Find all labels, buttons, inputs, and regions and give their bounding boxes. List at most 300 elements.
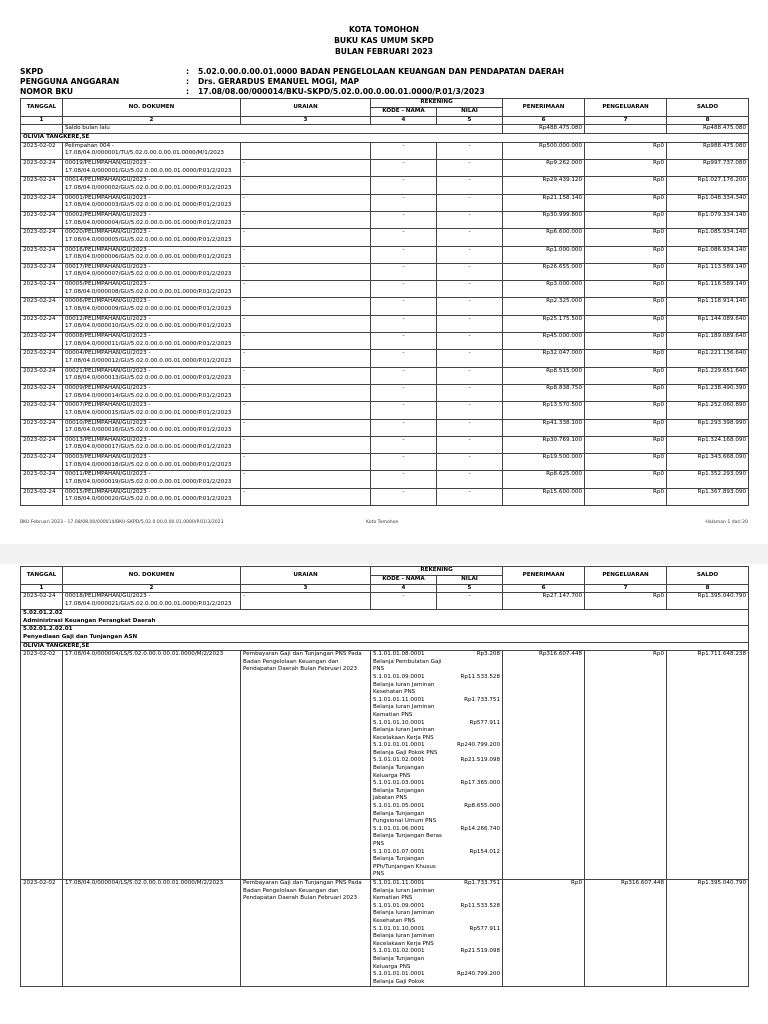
cell-penerimaan: Rp8.515.000 [503,367,585,384]
cell-saldo: Rp1.293.398.990 [667,419,749,436]
col-kode-nama: KODE - NAMA [371,107,437,116]
rekening-nama: Belanja Iuran Jaminan Kecelakaan Kerja PNS [373,933,435,947]
cell-kode: - [371,281,437,298]
cell-saldo: Rp997.737.080 [667,160,749,177]
cell-uraian: - [241,315,371,332]
col-penerimaan: PENERIMAAN [503,567,585,585]
rekening-nilai: Rp11.533.528 [460,673,501,680]
rekening-item [371,948,502,971]
table-row [21,488,749,505]
section-row [21,610,749,626]
cell-tanggal: 2023-02-24 [21,454,63,471]
rekening-kode: 5.1.01.01.09.0001 [373,902,425,909]
cell-kode: - [371,160,437,177]
col-kode-nama: KODE - NAMA [371,575,437,584]
meta-value: Drs. GERARDUS EMANUEL MOGI, MAP [198,77,360,86]
col-uraian: URAIAN [241,567,371,585]
table-row [21,471,749,488]
table-row [21,160,749,177]
col-nilai: NILAI [437,575,503,584]
cell-dokumen: 00015/PELIMPAHAN/GU/2023 - 17.08/04.0/000020/GU/5.02.0.00.0.00.01.0000/P.01/2/2023 [63,488,241,505]
col-dokumen: NO. DOKUMEN [63,567,241,585]
cell-saldo: Rp1.116.589.140 [667,281,749,298]
rekening-nama: Belanja Gaji Pokok [373,978,425,985]
cell-tanggal: 2023-02-24 [21,384,63,401]
cell-dokumen: 00020/PELIMPAHAN/GU/2023 - 17.08/04.0/000005/GU/5.02.0.00.0.00.01.0000/P.01/2/2023 [63,229,241,246]
cell-tanggal: 2023-02-24 [21,246,63,263]
cell-saldo: Rp1.079.334.140 [667,211,749,228]
cell-pengeluaran: Rp0 [585,298,667,315]
cell-saldo: Rp1.352.293.090 [667,471,749,488]
rekening-nama: Belanja Gaji Pokok PNS [373,749,438,756]
cell-penerimaan: Rp29.439.120 [503,177,585,194]
cell-saldo: Rp1.189.089.640 [667,333,749,350]
person-row [21,642,749,651]
cell-pengeluaran: Rp0 [585,402,667,419]
cell-nilai: - [437,142,503,159]
rekening-kode: 5.1.01.01.02.0001 [373,948,425,955]
cell-penerimaan: Rp19.500.000 [503,454,585,471]
table-row [21,263,749,280]
cell-nilai: - [437,298,503,315]
table-row [21,246,749,263]
rekening-nilai: Rp1.733.751 [464,879,501,886]
rekening-nama: Belanja Iuran Jaminan Kematian PNS [373,887,435,902]
section-code: 5.02.01.2.02.01 [23,626,73,633]
cell-tanggal: 2023-02-24 [21,350,63,367]
col-uraian: URAIAN [241,99,371,117]
person-row [21,134,749,143]
cell-kode: - [371,211,437,228]
cell-kode: - [371,263,437,280]
cell-kode: - [371,471,437,488]
cell-nilai: - [437,281,503,298]
cell-penerimaan: Rp9.262.000 [503,160,585,177]
rekening-kode: 5.1.01.01.02.0001 [373,757,425,764]
cell-tanggal: 2023-02-24 [21,211,63,228]
cell-saldo: Rp988.475.080 [667,142,749,159]
cell-tanggal: 2023-02-24 [21,177,63,194]
cell-dokumen: Pelimpahan 004 - 17.08/04.0/000001/TU/5.02.0.00.0.00.01.0000/M/1/2023 [63,142,241,159]
cell-pengeluaran: Rp0 [585,419,667,436]
cell-uraian: - [241,350,371,367]
rekening-kode: 5.1.01.01.03.0001 [373,780,425,787]
rekening-nilai: Rp577.911 [469,719,501,726]
cell-tanggal: 2023-02-24 [21,315,63,332]
cell-saldo: Rp1.229.651.640 [667,367,749,384]
rekening-nama: Belanja Tunjangan Jabatan PNS [373,787,425,802]
cell-uraian: - [241,454,371,471]
rekening-nama: Belanja Tunjangan Keluarga PNS [373,765,425,779]
cell-pengeluaran: Rp0 [585,211,667,228]
cell-nilai: - [437,229,503,246]
cell-dokumen: 00017/PELIMPAHAN/GU/2023 - 17.08/04.0/000007/GU/5.02.0.00.0.00.01.0000/P.01/2/2023 [63,263,241,280]
cell-dokumen: 00016/PELIMPAHAN/GU/2023 - 17.08/04.0/000006/GU/5.02.0.00.0.00.01.0000/P.01/2/2023 [63,246,241,263]
cell-tanggal: 2023-02-24 [21,263,63,280]
rekening-item [371,780,502,803]
person-name: OLIVIA TANGKERE,SE [21,134,749,143]
cell-uraian: - [241,471,371,488]
table-row [21,315,749,332]
rekening-nilai: Rp154.012 [469,848,501,855]
rekening-kode: 5.1.01.01.05.0001 [373,803,425,810]
cell-saldo: Rp1.027.176.200 [667,177,749,194]
cell-penerimaan: Rp8.838.750 [503,384,585,401]
table-row [21,333,749,350]
col-pengeluaran: PENGELUARAN [585,99,667,117]
transaction-row: 2023-02-02 17.08/04.0/000004/LS/5.02.0.00.0.00.01.0000/M/2/2023 Pembayaran Gaji dan Tunjangan PNS Pada Badan Pengelolaan Keuangan dan Pendapatan Daerah Bulan Februari 2023 5.1.01.01.08.0001 Belanja Pembulatan Gaji PNS Rp3.208 5.1.01.01.09.0001 Belanja Iuran Jaminan Kesehatan PNS Rp11.533.528 5.1.01.01.11.0001 Belanja Iuran Jaminan Kematian PNS Rp1.733.751 5.1.01.01.10.0001 Belanja Iuran Jaminan Kecelakaan Kerja PNS Rp577.911 5.1.01.01.01.0001 Belanja Gaji Pokok PNS Rp240.799.200 5.1.01.01.02.0001 Belanja Tunjangan Keluarga PNS Rp21.519.098 5.1.01.01.03.0001 Belanja Tunjangan Jabatan PNS Rp17.365.000 5.1.01.01.05.0001 Belanja Tunjangan Fungsional Umum PNS Rp8.655.000 5.1.01.01.06.0001 Belanja Tunjangan Beras PNS Rp14.266.740 5.1.01.01.07.0001 Belanja Tunjangan PPh/Tunjangan Khusus PNS Rp154.012 Rp316.607.448 Rp0 Rp1.711.648.238 [21,651,749,880]
cell-kode: - [371,333,437,350]
cell-tanggal: 2023-02-24 [21,333,63,350]
cell-uraian: - [241,367,371,384]
cell-kode: - [371,384,437,401]
cell-dokumen: 00013/PELIMPAHAN/GU/2023 - 17.08/04.0/000017/GU/5.02.0.00.0.00.01.0000/P.01/2/2023 [63,436,241,453]
cell-nilai: - [437,246,503,263]
header-period: BULAN FEBRUARI 2023 [335,47,433,56]
cell-saldo: Rp1.343.668.090 [667,454,749,471]
rekening-nilai: Rp11.533.528 [460,902,501,909]
rekening-item [371,880,502,903]
cell-saldo: Rp1.252.060.890 [667,402,749,419]
cell-kode: - [371,402,437,419]
table-row [21,194,749,211]
bku-table-page-2 [20,566,749,987]
rekening-nama: Belanja Iuran Jaminan Kesehatan PNS [373,910,435,924]
page-break [0,544,768,564]
cell-tanggal: 2023-02-24 [21,488,63,505]
cell-nilai: - [437,471,503,488]
cell-nilai: - [437,488,503,505]
meta-value: 5.02.0.00.0.00.01.0000 BADAN PENGELOLAAN KEUANGAN DAN PENDAPATAN DAERAH [198,67,564,76]
saldo-value: Rp488.475.080 [667,125,749,134]
cell-pengeluaran: Rp0 [585,333,667,350]
col-tanggal: TANGGAL [21,567,63,585]
cell-dokumen: 00012/PELIMPAHAN/GU/2023 - 17.08/04.0/000010/GU/5.02.0.00.0.00.01.0000/P.01/2/2023 [63,315,241,332]
rekening-kode: 5.1.01.01.07.0001 [373,848,425,855]
cell-tanggal: 2023-02-02 [21,142,63,159]
cell-uraian: - [241,281,371,298]
section-name: Penyediaan Gaji dan Tunjangan ASN [23,633,138,640]
bku-document: KOTA TOMOHON BUKU KAS UMUM SKPD BULAN FEBRUARI 2023 SKPD : 5.02.0.00.0.00.01.0000 BADAN PENGELOLAAN KEUANGAN DAN PENDAPATAN DAERAH PENGGUNA ANGGARAN : Drs. GERARDUS EMANUEL MOGI, MAP NOMOR BKU : 17.08/08.00/000014/BKU-SKPD/5.02.0.00.0.00.01.0000/P.01/3/2023 TANGGAL NO. DOKUMEN URAIAN REKENING PENERIMAAN PENGELUARAN SALDO KODE - NAMA NILAI 1 2 3 4 5 6 7 8 Saldo bulan lalu Rp488.475.080 Rp488.475.080 OLIVIA TANGKERE,SE 2023-02-02 Pelimpahan 004 - 17.08/04.0/000001/TU/5.02.0.00.0.00.01.0000/M/1/2023 - - Rp500.000.000 Rp0 Rp988.475.080 2023-02-24 00019/PELIMPAHAN/GU/2023 - 17.08/04.0/000001/GU/5.02.0.00.0.00.01.0000/P.01/2/2023 - - - Rp9.262.000 Rp0 Rp997.737.080 2023-02-24 00014/PELIMPAHAN/GU/2023 - 17.08/04.0/000002/GU/5.02.0.00.0.00.01.0000/P.01/2/2023 - - - Rp29.439.120 Rp0 Rp1.027.176.200 2023-02-24 00001/PELIMPAHAN/GU/2023 - 17.08/04.0/000003/GU/5.02.0.00.0.00.01.0000/P.01/2/2023 - - - Rp21.158.140 Rp0 Rp1.048.334.340 2023-02-24 00002/PELIMPAHAN/GU/2023 - 17.08/04.0/000004/GU/5.02.0.00.0.00.01.0000/P.01/2/2023 - - - Rp30.999.800 Rp0 Rp1.079.334.140 2023-02-24 00020/PELIMPAHAN/GU/2023 - 17.08/04.0/000005/GU/5.02.0.00.0.00.01.0000/P.01/2/2023 - - - Rp6.600.000 Rp0 Rp1.085.934.140 2023-02-24 00016/PELIMPAHAN/GU/2023 - 17.08/04.0/000006/GU/5.02.0.00.0.00.01.0000/P.01/2/2023 - - - Rp1.000.000 Rp0 Rp1.086.934.140 2023-02-24 00017/PELIMPAHAN/GU/2023 - 17.08/04.0/000007/GU/5.02.0.00.0.00.01.0000/P.01/2/2023 - - - Rp26.655.000 Rp0 Rp1.113.589.140 2023-02-24 00005/PELIMPAHAN/GU/2023 - 17.08/04.0/000008/GU/5.02.0.00.0.00.01.0000/P.01/2/2023 - - - Rp3.000.000 Rp0 Rp1.116.589.140 2023-02-24 00006/PELIMPAHAN/GU/2023 - 17.08/04.0/000009/GU/5.02.0.00.0.00.01.0000/P.01/2/2023 - - - Rp2.325.000 Rp0 Rp1.118.914.140 2023-02-24 00012/PELIMPAHAN/GU/2023 - 17.08/04.0/000010/GU/5.02.0.00.0.00.01.0000/P.01/2/2023 - - - Rp25.175.500 Rp0 Rp1.144.089.640 2023-02-24 00008/PELIMPAHAN/GU/2023 - 17.08/04.0/000011/GU/5.02.0.00.0.00.01.0000/P.01/2/2023 - - - Rp45.000.000 Rp0 Rp1.189.089.640 2023-02-24 00004/PELIMPAHAN/GU/2023 - 17.08/04.0/000012/GU/5.02.0.00.0.00.01.0000/P.01/2/2023 - - - Rp32.047.000 Rp0 Rp1.221.136.640 2023-02-24 00021/PELIMPAHAN/GU/2023 - 17.08/04.0/000013/GU/5.02.0.00.0.00.01.0000/P.01/2/2023 - - - Rp8.515.000 Rp0 Rp1.229.651.640 2023-02-24 00009/PELIMPAHAN/GU/2023 - 17.08/04.0/000014/GU/5.02.0.00.0.00.01.0000/P.01/2/2023 - - - Rp8.838.750 Rp0 Rp1.238.490.390 2023-02-24 00007/PELIMPAHAN/GU/2023 - 17.08/04.0/000015/GU/5.02.0.00.0.00.01.0000/P.01/2/2023 - - - Rp13.570.500 Rp0 Rp1.252.060.890 2023-02-24 00010/PELIMPAHAN/GU/2023 - 17.08/04.0/000016/GU/5.02.0.00.0.00.01.0000/P.01/2/2023 - - - Rp41.338.100 Rp0 Rp1.293.398.990 2023-02-24 00013/PELIMPAHAN/GU/2023 - 17.08/04.0/000017/GU/5.02.0.00.0.00.01.0000/P.01/2/2023 - - - Rp30.769.100 Rp0 Rp1.324.168.090 2023-02-24 00003/PELIMPAHAN/GU/2023 - 17.08/04.0/000018/GU/5.02.0.00.0.00.01.0000/P.01/2/2023 - - - Rp19.500.000 Rp0 Rp1.343.668.090 2023-02-24 00011/PELIMPAHAN/GU/2023 - 17.08/04.0/000019/GU/5.02.0.00.0.00.01.0000/P.01/2/2023 - - - Rp8.625.000 Rp0 Rp1.352.293.090 2023-02-24 00015/PELIMPAHAN/GU/2023 - 17.08/04.0/000020/GU/5.02.0.00.0.00.01.0000/P.01/2/2023 - - - Rp15.600.000 Rp0 Rp1.367.893.090 BKU Februari 2023 - 17.08/08.00/000014/BKU-SKPD/5.02.0.00.0.00.01.0000/P.01/3/2023 Kota Tomohon Halaman 1 dari 20 TANGGAL NO. DOKUMEN URAIAN REKENING PENERIMAAN PENGELUARAN SALDO KODE - NAMA NILAI 1 2 3 4 5 6 7 8 2023-02-24 00018/PELIMPAHAN/GU/2023 - 17.08/04.0/000021/GU/5.02.0.00.0.00.01.0000/P.01/2/2023 - - - Rp27.147.700 Rp0 Rp1.395.040.790 5.02.01.2.02 Administrasi Keuangan Perangkat Daerah 5.02.01.2.02.01 Penyediaan Gaji dan Tunjangan ASN OLIVIA TANGKERE,SE 2023-02-02 17.08/04.0/000004/LS/5.02.0.00.0.00.01.0000/M/2/2023 Pembayaran Gaji dan Tunjangan PNS Pada Badan Pengelolaan Keuangan dan Pendapatan Daerah Bulan Februari 2023 5.1.01.01.08.0001 Belanja Pembulatan Gaji PNS Rp3.208 5.1.01.01.09.0001 Belanja Iuran Jaminan Kesehatan PNS Rp11.533.528 5.1.01.01.11.0001 Belanja Iuran Jaminan Kematian PNS Rp1.733.751 5.1.01.01.10.0001 Belanja Iuran Jaminan Kecelakaan Kerja PNS Rp577.911 5.1.01.01.01.0001 Belanja Gaji Pokok PNS Rp240.799.200 5.1.01.01.02.0001 Belanja Tunjangan Keluarga PNS Rp21.519.098 5.1.01.01.03.0001 Belanja Tunjangan Jabatan PNS Rp17.365.000 5.1.01.01.05.0001 Belanja Tunjangan Fungsional Umum PNS Rp8.655.000 5.1.01.01.06.0001 Belanja Tunjangan Beras PNS Rp14.266.740 5.1.01.01.07.0001 Belanja Tunjangan PPh/Tunjangan Khusus PNS Rp154.012 Rp316.607.448 Rp0 Rp1.711.648.238 2023-02-02 17.08/04.0/000004/LS/5.02.0.00.0.00.01.0000/M/2/2023 Pembayaran Gaji dan Tunjangan PNS Pada Badan Pengelolaan Keuangan dan Pendapatan Daerah Bulan Februari 2023 5.1.01.01.11.0001 Belanja Iuran Jaminan Kematian PNS Rp1.733.751 5.1.01.01.09.0001 Belanja Iuran Jaminan Kesehatan PNS Rp11.533.528 5.1.01.01.10.0001 Belanja Iuran Jaminan Kecelakaan Kerja PNS Rp577.911 5.1.01.01.02.0001 Belanja Tunjangan Keluarga PNS Rp21.519.098 5.1.01.01.01.0001 Belanja Gaji Pokok Rp240.799.200 Rp0 Rp316.607.448 Rp1.395.040.790 [0,0,768,1024]
cell-nilai: - [437,350,503,367]
cell-saldo: Rp1.118.914.140 [667,298,749,315]
cell-kode: - [371,177,437,194]
cell-nilai: - [437,160,503,177]
rekening-nama: Belanja Tunjangan Keluarga PNS [373,955,425,970]
table-row [21,281,749,298]
cell-kode: - [371,436,437,453]
rekening-item [371,803,502,826]
rekening-nilai: Rp1.733.751 [464,696,501,703]
cell-uraian: - [241,488,371,505]
cell-pengeluaran: Rp0 [585,454,667,471]
cell-dokumen: 00007/PELIMPAHAN/GU/2023 - 17.08/04.0/000015/GU/5.02.0.00.0.00.01.0000/P.01/2/2023 [63,402,241,419]
table-row [21,402,749,419]
col-penerimaan: PENERIMAAN [503,99,585,117]
document-header [0,24,768,57]
section-row [21,626,749,642]
cell-nilai: - [437,384,503,401]
rekening-nama: Belanja Iuran Jaminan Kematian PNS [373,704,435,718]
cell-dokumen: 00006/PELIMPAHAN/GU/2023 - 17.08/04.0/000009/GU/5.02.0.00.0.00.01.0000/P.01/2/2023 [63,298,241,315]
cell-kode: - [371,246,437,263]
cell-dokumen: 00014/PELIMPAHAN/GU/2023 - 17.08/04.0/000002/GU/5.02.0.00.0.00.01.0000/P.01/2/2023 [63,177,241,194]
rekening-item [371,903,502,926]
table-row [21,142,749,159]
table-row [21,454,749,471]
cell-penerimaan: Rp30.769.100 [503,436,585,453]
saldo-label: Saldo bulan lalu [63,125,503,134]
cell-nilai: - [437,419,503,436]
rekening-kode: 5.1.01.01.06.0001 [373,825,425,832]
rekening-item [371,742,502,757]
cell-dokumen: 00009/PELIMPAHAN/GU/2023 - 17.08/04.0/000014/GU/5.02.0.00.0.00.01.0000/P.01/2/2023 [63,384,241,401]
cell-tanggal: 2023-02-24 [21,298,63,315]
rekening-item [371,674,502,697]
col-dokumen: NO. DOKUMEN [63,99,241,117]
col-tanggal: TANGGAL [21,99,63,117]
rekening-item [371,849,502,879]
cell-penerimaan: Rp8.625.000 [503,471,585,488]
header-title: BUKU KAS UMUM SKPD [334,36,434,45]
cell-penerimaan: Rp30.999.800 [503,211,585,228]
cell-pengeluaran: Rp0 [585,315,667,332]
cell-uraian [241,142,371,159]
cell-penerimaan: Rp21.158.140 [503,194,585,211]
meta-key: NOMOR BKU [20,87,74,96]
section-name: Administrasi Keuangan Perangkat Daerah [23,617,156,624]
cell-penerimaan: Rp3.000.000 [503,281,585,298]
cell-nilai: - [437,436,503,453]
rekening-nilai: Rp8.655.000 [464,803,501,810]
transaction-row: 2023-02-02 17.08/04.0/000004/LS/5.02.0.00.0.00.01.0000/M/2/2023 Pembayaran Gaji dan Tunjangan PNS Pada Badan Pengelolaan Keuangan dan Pendapatan Daerah Bulan Februari 2023 5.1.01.01.11.0001 Belanja Iuran Jaminan Kematian PNS Rp1.733.751 5.1.01.01.09.0001 Belanja Iuran Jaminan Kesehatan PNS Rp11.533.528 5.1.01.01.10.0001 Belanja Iuran Jaminan Kecelakaan Kerja PNS Rp577.911 5.1.01.01.02.0001 Belanja Tunjangan Keluarga PNS Rp21.519.098 5.1.01.01.01.0001 Belanja Gaji Pokok Rp240.799.200 Rp0 Rp316.607.448 Rp1.395.040.790 [21,879,749,986]
cell-pengeluaran: Rp0 [585,384,667,401]
rekening-nilai: Rp240.799.200 [456,742,501,749]
cell-dokumen: 00003/PELIMPAHAN/GU/2023 - 17.08/04.0/000018/GU/5.02.0.00.0.00.01.0000/P.01/2/2023 [63,454,241,471]
col-nilai: NILAI [437,107,503,116]
table-row [21,436,749,453]
cell-tanggal: 2023-02-24 [21,436,63,453]
cell-uraian: - [241,177,371,194]
table-row [21,350,749,367]
col-saldo: SALDO [667,99,749,117]
cell-uraian: - [241,298,371,315]
cell-saldo: Rp1.144.089.640 [667,315,749,332]
cell-tanggal: 2023-02-24 [21,402,63,419]
cell-uraian: - [241,211,371,228]
rekening-item [371,926,502,949]
rekening-item [371,971,502,986]
cell-uraian: - [241,436,371,453]
cell-kode: - [371,367,437,384]
cell-pengeluaran: Rp0 [585,142,667,159]
meta-value: 17.08/08.00/000014/BKU-SKPD/5.02.0.00.0.00.01.0000/P.01/3/2023 [198,87,485,96]
cell-tanggal: 2023-02-24 [21,367,63,384]
cell-saldo: Rp1.367.893.090 [667,488,749,505]
cell-pengeluaran: Rp0 [585,471,667,488]
cell-kode: - [371,142,437,159]
cell-saldo: Rp1.113.589.140 [667,263,749,280]
cell-pengeluaran: Rp0 [585,177,667,194]
rekening-nama: Belanja Iuran Jaminan Kecelakaan Kerja PNS [373,727,435,741]
col-rekening: REKENING [371,567,503,576]
cell-uraian: - [241,160,371,177]
cell-pengeluaran: Rp0 [585,281,667,298]
rekening-kode: 5.1.01.01.09.0001 [373,673,425,680]
cell-saldo: Rp1.221.136.640 [667,350,749,367]
col-saldo: SALDO [667,567,749,585]
table-row [21,419,749,436]
cell-penerimaan: Rp41.338.100 [503,419,585,436]
cell-pengeluaran: Rp0 [585,367,667,384]
cell-penerimaan: Rp13.570.500 [503,402,585,419]
cell-pengeluaran: Rp0 [585,263,667,280]
rekening-items [371,651,502,879]
rekening-items [371,880,502,986]
section-code: 5.02.01.2.02 [23,610,63,617]
cell-pengeluaran: Rp0 [585,160,667,177]
rekening-nilai: Rp577.911 [469,925,501,932]
footer-city: Kota Tomohon [366,520,399,525]
rekening-kode: 5.1.01.01.11.0001 [373,879,425,886]
rekening-kode: 5.1.01.01.11.0001 [373,696,425,703]
saldo-bulan-lalu-row [21,125,749,134]
cell-tanggal: 2023-02-24 [21,471,63,488]
table-row: 2023-02-24 00018/PELIMPAHAN/GU/2023 - 17.08/04.0/000021/GU/5.02.0.00.0.00.01.0000/P.01/2/2023 - - - Rp27.147.700 Rp0 Rp1.395.040.790 [21,593,749,610]
cell-penerimaan: Rp26.655.000 [503,263,585,280]
cell-dokumen: 00008/PELIMPAHAN/GU/2023 - 17.08/04.0/000011/GU/5.02.0.00.0.00.01.0000/P.01/2/2023 [63,333,241,350]
rekening-item [371,720,502,743]
cell-dokumen: 00004/PELIMPAHAN/GU/2023 - 17.08/04.0/000012/GU/5.02.0.00.0.00.01.0000/P.01/2/2023 [63,350,241,367]
rekening-kode: 5.1.01.01.08.0001 [373,651,425,658]
cell-uraian: - [241,333,371,350]
rekening-item [371,826,502,849]
cell-penerimaan: Rp1.000.000 [503,246,585,263]
cell-tanggal: 2023-02-24 [21,229,63,246]
cell-kode: - [371,454,437,471]
table-row [21,177,749,194]
cell-nilai: - [437,211,503,228]
table-row [21,384,749,401]
cell-kode: - [371,419,437,436]
rekening-item [371,697,502,720]
cell-pengeluaran: Rp0 [585,350,667,367]
cell-nilai: - [437,402,503,419]
cell-nilai: - [437,315,503,332]
cell-kode: - [371,315,437,332]
bku-table-page-1 [20,98,749,506]
col-rekening: REKENING [371,99,503,108]
cell-dokumen: 00001/PELIMPAHAN/GU/2023 - 17.08/04.0/000003/GU/5.02.0.00.0.00.01.0000/P.01/2/2023 [63,194,241,211]
cell-tanggal: 2023-02-24 [21,419,63,436]
column-number-row: 1 2 3 4 5 6 7 8 [21,584,749,593]
meta-key: SKPD [20,67,44,76]
cell-pengeluaran: Rp0 [585,194,667,211]
saldo-penerimaan: Rp488.475.080 [503,125,585,134]
rekening-kode: 5.1.01.01.01.0001 [373,971,425,978]
cell-nilai: - [437,194,503,211]
cell-penerimaan: Rp25.175.500 [503,315,585,332]
cell-tanggal: 2023-02-24 [21,281,63,298]
table-row [21,367,749,384]
cell-kode: - [371,229,437,246]
rekening-nama: Belanja Tunjangan Fungsional Umum PNS [373,810,437,825]
cell-uraian: - [241,194,371,211]
table-row [21,211,749,228]
cell-tanggal: 2023-02-24 [21,194,63,211]
cell-pengeluaran: Rp0 [585,246,667,263]
cell-saldo: Rp1.238.490.390 [667,384,749,401]
cell-saldo: Rp1.048.334.340 [667,194,749,211]
cell-uraian: - [241,402,371,419]
footer-doc-number: BKU Februari 2023 - 17.08/08.00/000014/BKU-SKPD/5.02.0.00.0.00.01.0000/P.01/3/2023 [20,520,224,525]
cell-kode: - [371,194,437,211]
table-row [21,298,749,315]
rekening-kode: 5.1.01.01.01.0001 [373,742,425,749]
footer-page-number: Halaman 1 dari 20 [705,520,748,525]
cell-nilai: - [437,263,503,280]
cell-dokumen: 00011/PELIMPAHAN/GU/2023 - 17.08/04.0/000019/GU/5.02.0.00.0.00.01.0000/P.01/2/2023 [63,471,241,488]
cell-nilai: - [437,367,503,384]
rekening-nilai: Rp14.266.740 [460,825,501,832]
cell-dokumen: 00019/PELIMPAHAN/GU/2023 - 17.08/04.0/000001/GU/5.02.0.00.0.00.01.0000/P.01/2/2023 [63,160,241,177]
rekening-nilai: Rp3.208 [476,651,501,658]
cell-nilai: - [437,454,503,471]
cell-pengeluaran: Rp0 [585,436,667,453]
rekening-item [371,757,502,780]
cell-penerimaan: Rp6.600.000 [503,229,585,246]
cell-penerimaan: Rp32.047.000 [503,350,585,367]
person-name: OLIVIA TANGKERE,SE [21,642,749,651]
column-number-row: 1 2 3 4 5 6 7 8 [21,116,749,125]
cell-uraian: - [241,263,371,280]
rekening-nama: Belanja Iuran Jaminan Kesehatan PNS [373,681,435,696]
rekening-nama: Belanja Tunjangan PPh/Tunjangan Khusus PNS [373,856,436,878]
cell-kode: - [371,488,437,505]
cell-saldo: Rp1.324.168.090 [667,436,749,453]
rekening-nilai: Rp21.519.098 [460,757,501,764]
cell-pengeluaran: Rp0 [585,229,667,246]
cell-penerimaan: Rp15.600.000 [503,488,585,505]
cell-nilai: - [437,333,503,350]
cell-uraian: - [241,419,371,436]
cell-saldo: Rp1.086.934.140 [667,246,749,263]
rekening-nama: Belanja Tunjangan Beras PNS [373,833,442,847]
rekening-nilai: Rp21.519.098 [460,948,501,955]
cell-kode: - [371,298,437,315]
cell-dokumen: 00002/PELIMPAHAN/GU/2023 - 17.08/04.0/000004/GU/5.02.0.00.0.00.01.0000/P.01/2/2023 [63,211,241,228]
cell-dokumen: 00005/PELIMPAHAN/GU/2023 - 17.08/04.0/000008/GU/5.02.0.00.0.00.01.0000/P.01/2/2023 [63,281,241,298]
cell-pengeluaran: Rp0 [585,488,667,505]
cell-penerimaan: Rp500.000.000 [503,142,585,159]
cell-penerimaan: Rp45.000.000 [503,333,585,350]
cell-uraian: - [241,229,371,246]
cell-uraian: - [241,246,371,263]
cell-nilai: - [437,177,503,194]
cell-kode: - [371,350,437,367]
rekening-item [371,651,502,674]
cell-dokumen: 00021/PELIMPAHAN/GU/2023 - 17.08/04.0/000013/GU/5.02.0.00.0.00.01.0000/P.01/2/2023 [63,367,241,384]
header-city: KOTA TOMOHON [349,25,419,34]
col-pengeluaran: PENGELUARAN [585,567,667,585]
cell-penerimaan: Rp2.325.000 [503,298,585,315]
cell-tanggal: 2023-02-24 [21,160,63,177]
cell-saldo: Rp1.085.934.140 [667,229,749,246]
rekening-nilai: Rp17.365.000 [460,780,501,787]
cell-dokumen: 00010/PELIMPAHAN/GU/2023 - 17.08/04.0/000016/GU/5.02.0.00.0.00.01.0000/P.01/2/2023 [63,419,241,436]
rekening-kode: 5.1.01.01.10.0001 [373,719,425,726]
cell-uraian: - [241,384,371,401]
